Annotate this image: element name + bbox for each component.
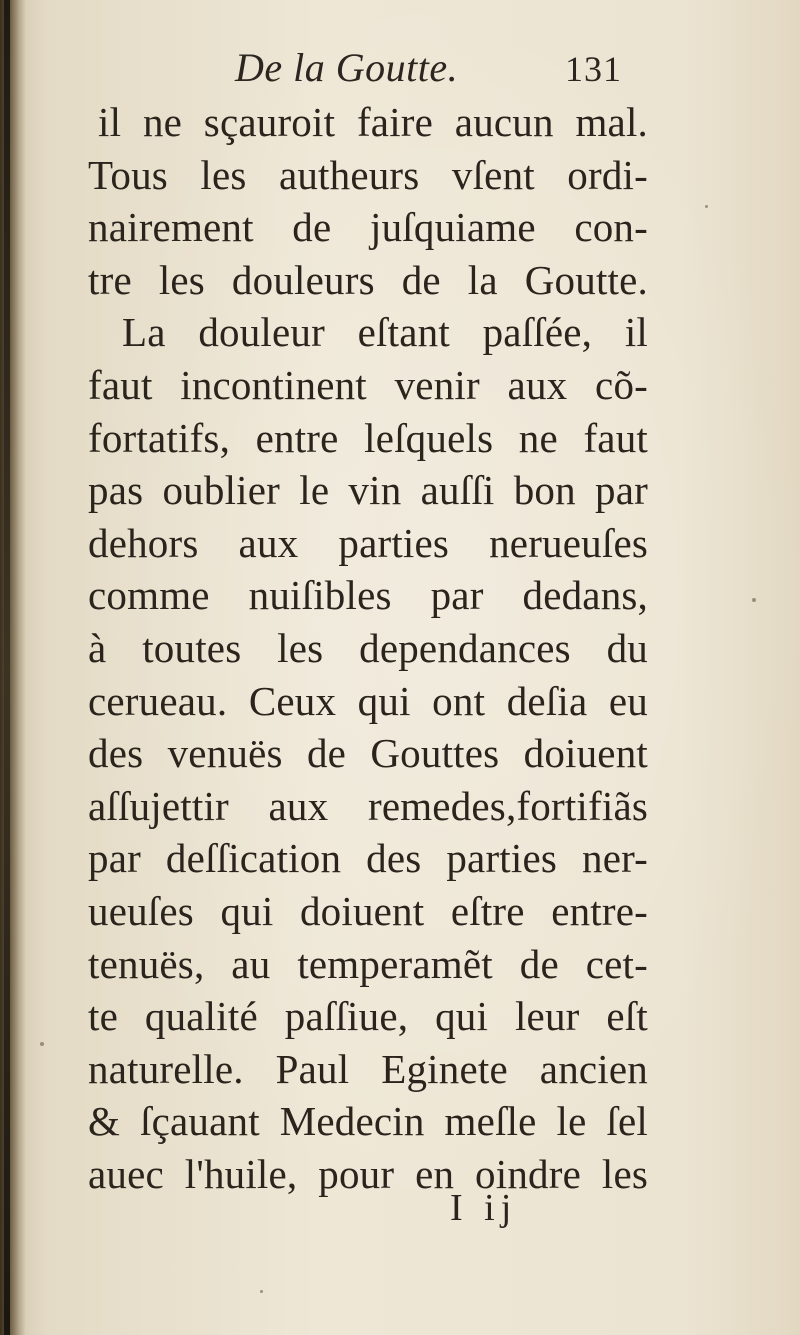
text-line: comme nuiſibles par dedans, (88, 572, 648, 619)
body-text (88, 96, 648, 1200)
text-line: aſſujettir aux remedes,fortifiãs (88, 782, 648, 829)
text-line: ueuſes qui doiuent eſtre entre- (88, 887, 648, 934)
paper-speck (260, 1290, 263, 1293)
text-line: tre les douleurs de la Goutte. (88, 256, 648, 303)
text-line: fortatifs, entre leſquels ne faut (88, 414, 648, 461)
paper-speck (752, 598, 756, 602)
signature-mark: I ij (450, 1187, 518, 1229)
page-header (90, 40, 650, 100)
text-line: Tous les autheurs vſent ordi- (88, 151, 648, 198)
text-line: La douleur eſtant paſſée, il (122, 309, 648, 356)
text-line: naturelle. Paul Eginete ancien (88, 1045, 648, 1092)
text-line: il ne sçauroit faire aucun mal. (98, 99, 648, 145)
text-line: des venuës de Gouttes doiuent (88, 730, 648, 777)
text-line: par deſſication des parties ner- (88, 835, 648, 882)
text-line: & ſçauant Medecin meſle le ſel (88, 1098, 648, 1145)
running-title: De la Goutte. (235, 45, 459, 90)
text-line: cerueau. Ceux qui ont deſia eu (88, 677, 648, 724)
text-line: faut incontinent venir aux cõ- (88, 361, 648, 408)
page-number: 131 (565, 49, 622, 89)
text-line: dehors aux parties nerueuſes (88, 519, 648, 566)
paper-speck (705, 205, 708, 208)
text-line: nairement de juſquiame con- (88, 204, 648, 251)
text-line: tenuës, au temperamẽt de cet- (88, 940, 648, 987)
text-line: auec l'huile, pour en oindre les (88, 1150, 648, 1197)
text-line: te qualité paſſiue, qui leur eſt (88, 993, 648, 1040)
paper-speck (40, 1042, 44, 1046)
binding-edge (4, 0, 10, 1335)
text-line: à toutes les dependances du (88, 624, 648, 671)
text-line: pas oublier le vin auſſi bon par (88, 467, 648, 514)
